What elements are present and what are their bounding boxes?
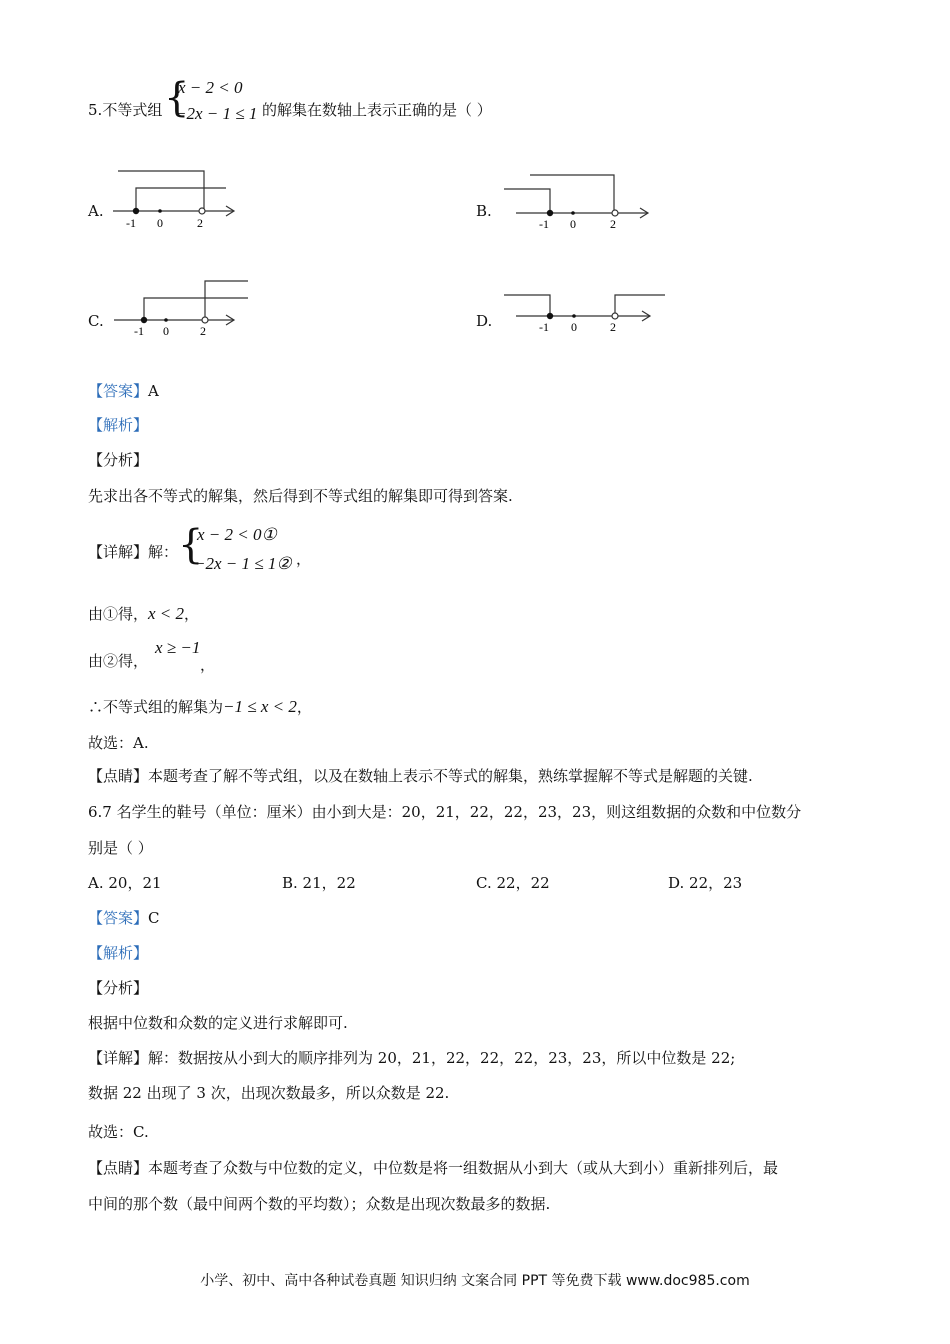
- q5-fenxi-tag: 【分析】: [88, 451, 149, 469]
- tick-label: 0: [571, 320, 577, 334]
- option-b-label: B.: [476, 202, 492, 220]
- option-a-numberline: [108, 160, 248, 235]
- q6-choose: 故选：C.: [88, 1123, 149, 1141]
- tick-label: 2: [610, 320, 616, 334]
- q5-fenxi-text: 先求出各不等式的解集，然后得到不等式组的解集即可得到答案.: [88, 487, 513, 505]
- q5-step2-suffix: ，: [200, 656, 216, 674]
- q5-step2-prefix: 由②得，: [88, 652, 149, 670]
- q6-option-d: D. 22，23: [668, 874, 743, 892]
- q5-point: 【点睛】本题考查了解不等式组，以及在数轴上表示不等式的解集，熟练掌握解不等式是解题的关键.: [88, 767, 753, 785]
- option-b-numberline: [498, 160, 658, 235]
- q5-detail-eq1: x − 2 < 0①: [197, 525, 277, 544]
- q5-step1: 由①得，x < 2，: [88, 604, 200, 623]
- tick-label: -1: [126, 216, 136, 230]
- q6-option-c: C. 22，22: [476, 874, 550, 892]
- q6-stem-line2: 别是（ ）: [88, 839, 153, 857]
- q5-analysis-tag: 【解析】: [88, 416, 149, 434]
- q5-number: 5.不等式组: [88, 101, 163, 119]
- tick-label: 2: [200, 324, 206, 338]
- q5-answer-line: 【答案】A: [88, 382, 159, 400]
- q5-eq2: −2x − 1 ≤ 1: [175, 104, 258, 123]
- q6-answer-line: 【答案】C: [88, 909, 160, 927]
- tick-label: 0: [157, 216, 163, 230]
- tick-label: -1: [539, 217, 549, 231]
- q6-detail: 【详解】解：数据按从小到大的顺序排列为 20，21，22，22，22，23，23，所以中位数是 22;: [88, 1049, 736, 1067]
- tick-label: 2: [197, 216, 203, 230]
- option-d-label: D.: [476, 312, 493, 330]
- q6-point-2: 中间的那个数（最中间两个数的平均数）；众数是出现次数最多的数据.: [88, 1195, 551, 1213]
- tick-label: 0: [570, 217, 576, 231]
- tick-label: 0: [163, 324, 169, 338]
- q5-eq1: x − 2 < 0: [178, 78, 243, 97]
- q6-option-b: B. 21，22: [282, 874, 356, 892]
- option-c-numberline: [108, 272, 253, 342]
- q6-stem-line1: 6.7 名学生的鞋号（单位：厘米）由小到大是：20，21，22，22，23，23，则这组数据的众数和中位数分: [88, 803, 802, 821]
- tick-label: 2: [610, 217, 616, 231]
- option-d-numberline: [498, 280, 668, 342]
- q5-suffix: 的解集在数轴上表示正确的是（ ）: [262, 101, 492, 119]
- q6-fenxi-text: 根据中位数和众数的定义进行求解即可.: [88, 1014, 348, 1032]
- tick-label: -1: [539, 320, 549, 334]
- q5-brace: {: [164, 75, 190, 121]
- q5-detail-label: 【详解】解：: [88, 543, 179, 561]
- q5-detail-eq2: −2x − 1 ≤ 1②: [194, 554, 292, 573]
- q5-step3: ∴不等式组的解集为−1 ≤ x < 2，: [88, 697, 312, 716]
- q6-point: 【点睛】本题考查了众数与中位数的定义，中位数是将一组数据从小到大（或从大到小）重新排列后，最: [88, 1159, 779, 1177]
- q6-analysis-tag: 【解析】: [88, 944, 149, 962]
- option-a-label: A.: [88, 202, 104, 220]
- q6-fenxi-tag: 【分析】: [88, 979, 149, 997]
- q6-option-a: A. 20，21: [88, 874, 162, 892]
- q5-step2-math: x ≥ −1: [155, 638, 201, 657]
- tick-label: -1: [134, 324, 144, 338]
- q5-detail-brace: {: [178, 522, 204, 568]
- page-footer: 小学、初中、高中各种试卷真题 知识归纳 文案合同 PPT 等免费下载 www.doc985.com: [200, 1273, 750, 1289]
- q6-detail-2: 数据 22 出现了 3 次，出现次数最多，所以众数是 22.: [88, 1084, 450, 1102]
- q5-detail-comma: ，: [296, 550, 312, 568]
- q5-choose: 故选：A.: [88, 734, 149, 752]
- option-c-label: C.: [88, 312, 104, 330]
